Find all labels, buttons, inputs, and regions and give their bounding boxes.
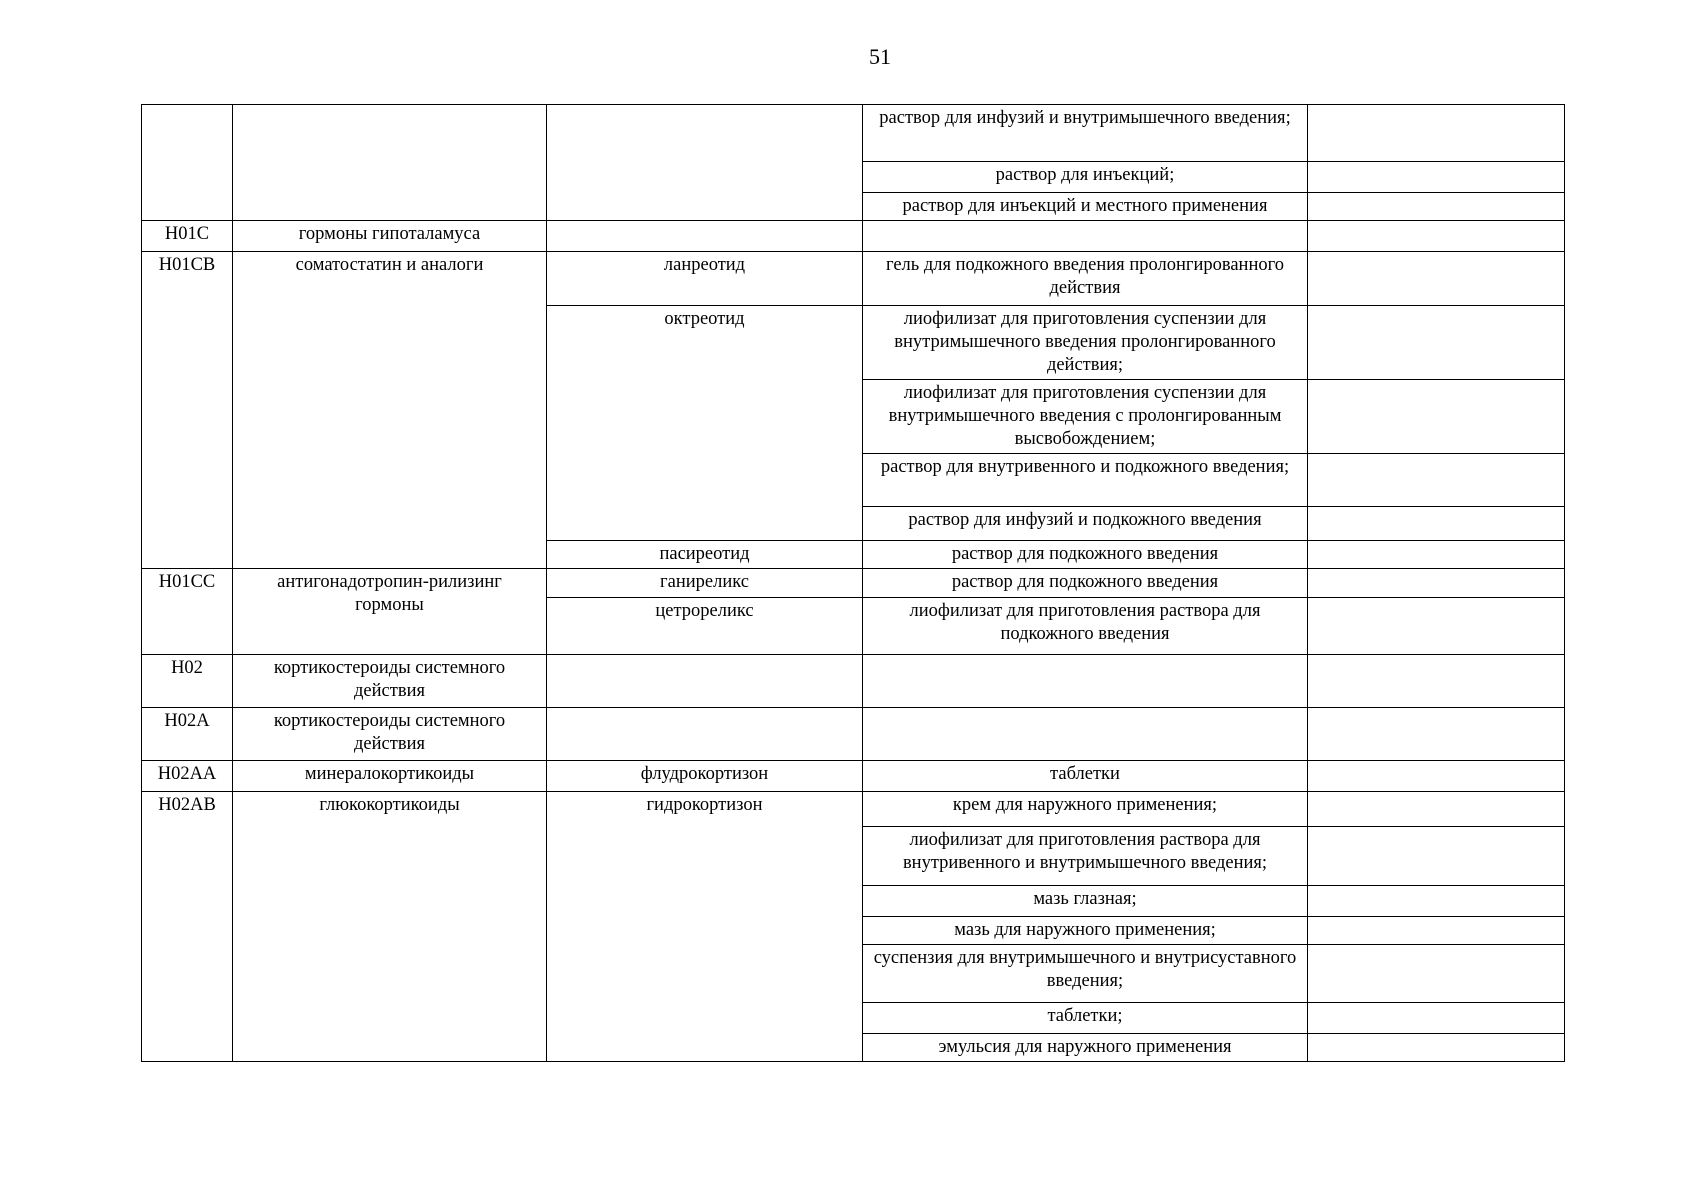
table-row bbox=[142, 761, 1565, 792]
form-cell: крем для наружного применения; bbox=[863, 792, 1308, 827]
form-cell: эмульсия для наружного применения bbox=[863, 1034, 1308, 1062]
extra-cell bbox=[1308, 162, 1565, 193]
group-cell: антигонадотропин-рилизинг гормоны bbox=[233, 569, 547, 655]
name-cell: пасиреотид bbox=[547, 541, 863, 569]
name-cell bbox=[547, 221, 863, 252]
form-cell: раствор для инфузий и подкожного введения bbox=[863, 507, 1308, 541]
code-cell: H02AB bbox=[142, 792, 233, 1062]
form-cell: таблетки; bbox=[863, 1003, 1308, 1034]
name-cell: октреотид bbox=[547, 306, 863, 541]
extra-cell bbox=[1308, 380, 1565, 454]
name-cell bbox=[547, 655, 863, 708]
group-cell: кортикостероиды системного действия bbox=[233, 708, 547, 761]
extra-cell bbox=[1308, 569, 1565, 598]
table-row bbox=[142, 252, 1565, 306]
group-cell: глюкокортикоиды bbox=[233, 792, 547, 1062]
page-number: 51 bbox=[869, 44, 891, 69]
code-cell: H01CC bbox=[142, 569, 233, 655]
extra-cell bbox=[1308, 306, 1565, 380]
form-cell bbox=[863, 221, 1308, 252]
extra-cell bbox=[1308, 708, 1565, 761]
table-row bbox=[142, 708, 1565, 761]
form-cell: мазь глазная; bbox=[863, 886, 1308, 917]
name-cell: гидрокортизон bbox=[547, 792, 863, 1062]
form-cell: суспензия для внутримышечного и внутрисуставного введения; bbox=[863, 945, 1308, 1003]
code-cell: H02A bbox=[142, 708, 233, 761]
extra-cell bbox=[1308, 598, 1565, 655]
form-cell: раствор для инъекций и местного применения bbox=[863, 193, 1308, 221]
group-cell: соматостатин и аналоги bbox=[233, 252, 547, 569]
group-cell bbox=[233, 105, 547, 221]
form-cell: раствор для внутривенного и подкожного введения; bbox=[863, 454, 1308, 507]
extra-cell bbox=[1308, 886, 1565, 917]
code-cell: H02 bbox=[142, 655, 233, 708]
extra-cell bbox=[1308, 252, 1565, 306]
extra-cell bbox=[1308, 193, 1565, 221]
name-cell: флудрокортизон bbox=[547, 761, 863, 792]
form-cell: гель для подкожного введения пролонгированного действия bbox=[863, 252, 1308, 306]
form-cell: лиофилизат для приготовления раствора для подкожного введения bbox=[863, 598, 1308, 655]
form-cell: раствор для инфузий и внутримышечного введения; bbox=[863, 105, 1308, 162]
medication-table bbox=[141, 104, 1565, 1062]
extra-cell bbox=[1308, 541, 1565, 569]
name-cell: ганиреликс bbox=[547, 569, 863, 598]
group-cell: гормоны гипоталамуса bbox=[233, 221, 547, 252]
extra-cell bbox=[1308, 792, 1565, 827]
extra-cell bbox=[1308, 221, 1565, 252]
name-cell bbox=[547, 105, 863, 221]
form-cell: лиофилизат для приготовления суспензии для внутримышечного введения пролонгированного действия; bbox=[863, 306, 1308, 380]
form-cell: лиофилизат для приготовления суспензии для внутримышечного введения с пролонгированным высвобождением; bbox=[863, 380, 1308, 454]
extra-cell bbox=[1308, 454, 1565, 507]
extra-cell bbox=[1308, 105, 1565, 162]
form-cell: мазь для наружного применения; bbox=[863, 917, 1308, 945]
extra-cell bbox=[1308, 507, 1565, 541]
extra-cell bbox=[1308, 917, 1565, 945]
extra-cell bbox=[1308, 827, 1565, 886]
extra-cell bbox=[1308, 945, 1565, 1003]
name-cell bbox=[547, 708, 863, 761]
code-cell: H01C bbox=[142, 221, 233, 252]
table-row bbox=[142, 569, 1565, 598]
extra-cell bbox=[1308, 1034, 1565, 1062]
code-cell: H02AA bbox=[142, 761, 233, 792]
name-cell: ланреотид bbox=[547, 252, 863, 306]
extra-cell bbox=[1308, 655, 1565, 708]
table-row bbox=[142, 221, 1565, 252]
form-cell bbox=[863, 655, 1308, 708]
table-row bbox=[142, 655, 1565, 708]
form-cell: таблетки bbox=[863, 761, 1308, 792]
table-row bbox=[142, 792, 1565, 827]
form-cell: раствор для инъекций; bbox=[863, 162, 1308, 193]
form-cell bbox=[863, 708, 1308, 761]
name-cell: цетрореликс bbox=[547, 598, 863, 655]
form-cell: раствор для подкожного введения bbox=[863, 541, 1308, 569]
extra-cell bbox=[1308, 1003, 1565, 1034]
extra-cell bbox=[1308, 761, 1565, 792]
code-cell bbox=[142, 105, 233, 221]
form-cell: лиофилизат для приготовления раствора для внутривенного и внутримышечного введения; bbox=[863, 827, 1308, 886]
group-cell: минералокортикоиды bbox=[233, 761, 547, 792]
code-cell: H01CB bbox=[142, 252, 233, 569]
form-cell: раствор для подкожного введения bbox=[863, 569, 1308, 598]
group-cell: кортикостероиды системного действия bbox=[233, 655, 547, 708]
table-row bbox=[142, 105, 1565, 162]
